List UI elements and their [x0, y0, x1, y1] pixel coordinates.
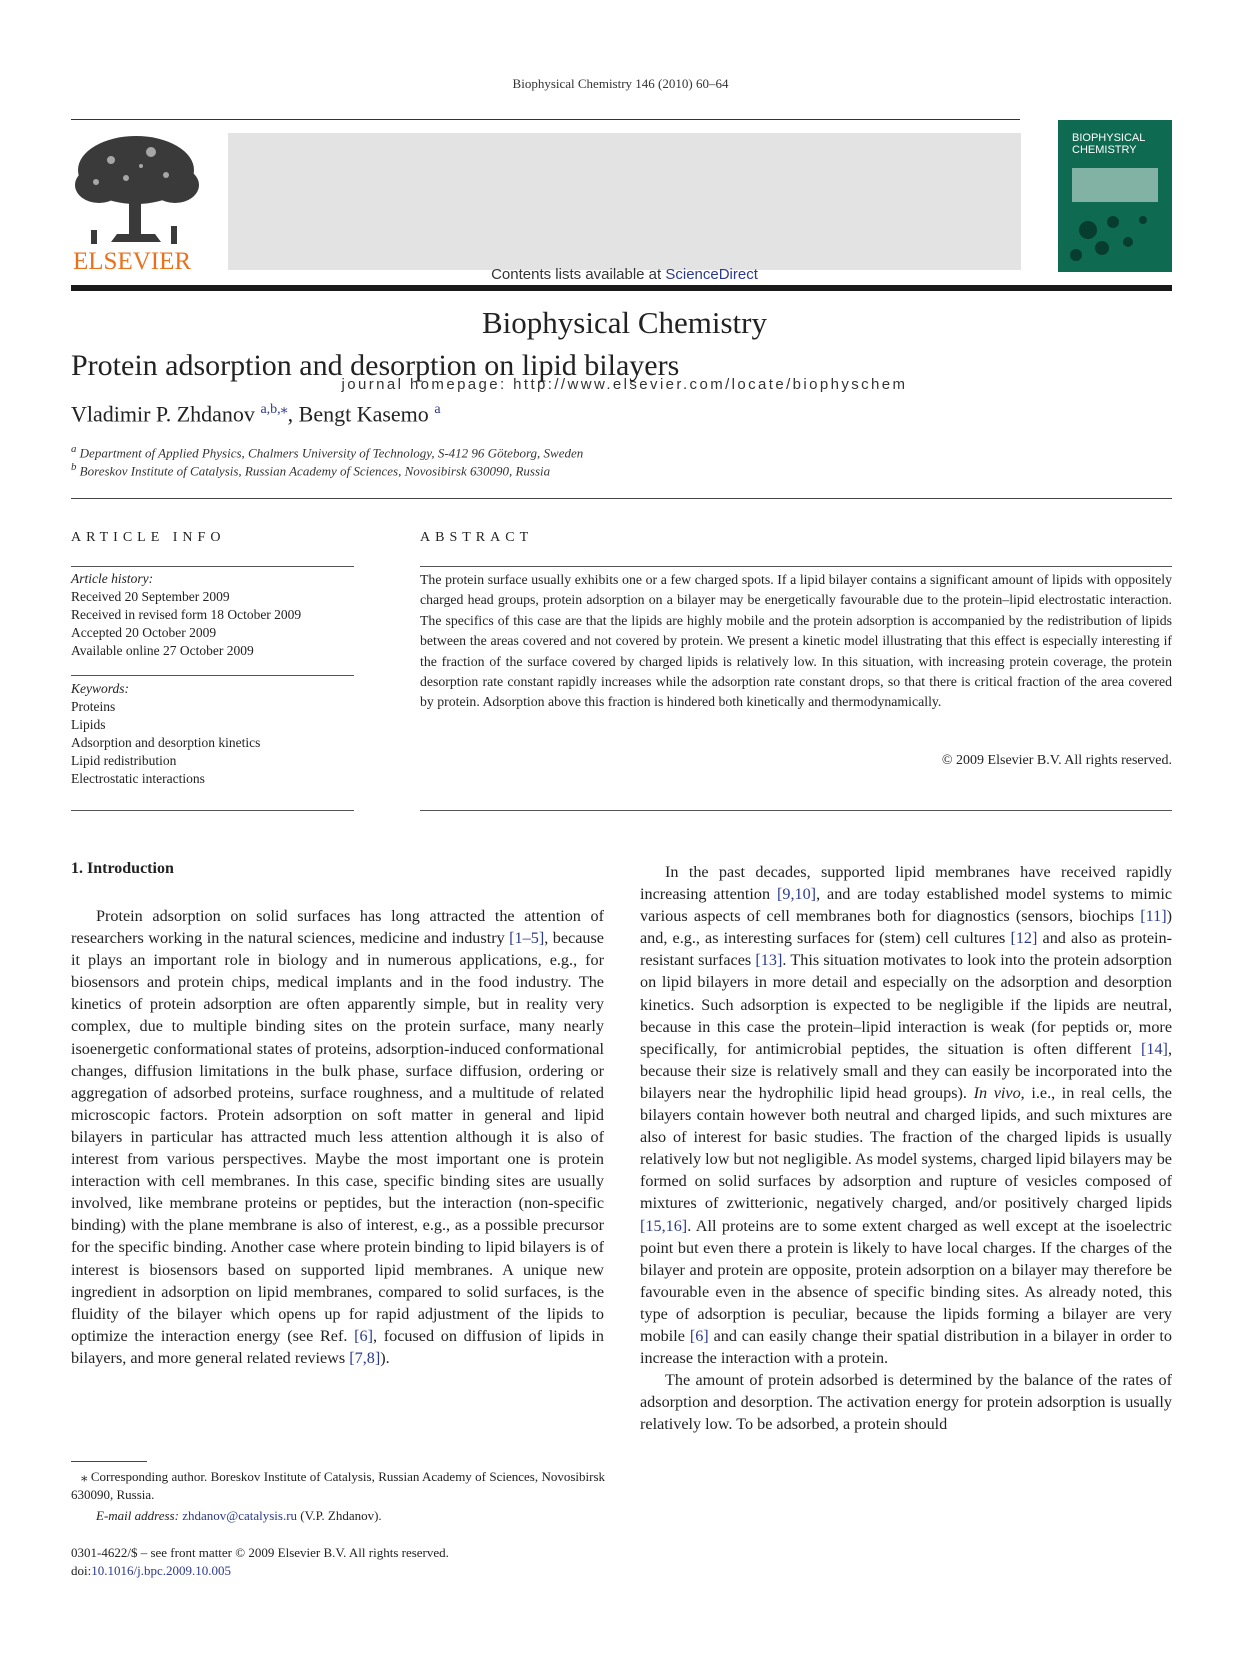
citation-link[interactable]: [6]	[354, 1326, 373, 1345]
citation-link[interactable]: [12]	[1010, 929, 1038, 948]
elsevier-logo[interactable]	[71, 130, 201, 276]
doi-label: doi:	[71, 1563, 92, 1578]
citation-link[interactable]: [11]	[1140, 907, 1167, 926]
affiliation-mark: a	[71, 443, 77, 455]
divider	[420, 810, 1172, 811]
divider	[71, 566, 354, 567]
cover-title: BIOPHYSICAL CHEMISTRY	[1072, 132, 1145, 156]
author-separator: ,	[287, 401, 299, 427]
affiliation-b	[71, 461, 550, 479]
author-1-affiliation-marks[interactable]: a,b,	[260, 402, 281, 417]
body-column-left	[71, 905, 604, 1369]
doi-link[interactable]: 10.1016/j.bpc.2009.10.005	[91, 1563, 231, 1578]
body-column-right	[640, 861, 1172, 1435]
divider	[71, 675, 354, 676]
text-run: and also as protein-resistant surfaces	[640, 929, 1172, 970]
history-accepted: Accepted 20 October 2009	[71, 625, 217, 640]
text-run: , i.e., in real cells, the bilayers contain however both neutral and charged lipids, and such mixtures are also of interest for basic studies. The fraction of the charged lipids is usually relatively low but not negligible. As model systems, charged lipid bilayers may be formed on solid surfaces by adsorption and rupture of vesicles composed of mixtures of zwitterionic, negatively charged, and/or positively charged lipids	[640, 1083, 1172, 1213]
top-rule	[71, 119, 1020, 120]
journal-name: Biophysical Chemistry	[481, 305, 767, 340]
history-online: Available online 27 October 2009	[71, 643, 254, 658]
citation-link[interactable]: [13]	[755, 951, 783, 970]
text-run: , focused on diffusion of lipids in bilayers, and more general related reviews	[71, 1326, 604, 1367]
history-received: Received 20 September 2009	[71, 589, 230, 604]
article-title: Protein adsorption and desorption on lipid bilayers	[71, 349, 680, 382]
journal-cover[interactable]	[1058, 120, 1172, 272]
abstract-copyright: © 2009 Elsevier B.V. All rights reserved.	[941, 753, 1172, 768]
citation-link[interactable]: [15,16]	[640, 1216, 688, 1235]
front-matter	[71, 1544, 449, 1580]
affiliation-a	[71, 443, 583, 461]
text-run: In the past decades, supported lipid membranes have received rapidly increasing attention	[640, 863, 1172, 904]
citation-link[interactable]: [7,8]	[349, 1348, 381, 1367]
citation-link[interactable]: [9,10]	[776, 885, 817, 904]
footnote-mark: ⁎	[81, 1469, 88, 1484]
abstract-heading: ABSTRACT	[420, 530, 534, 545]
divider	[420, 566, 1172, 567]
text-run: , and are today established model systems to mimic various aspects of cell membranes both for diagnostics (sensors, biochips	[640, 885, 1173, 926]
issn-line: 0301-4622/$ – see front matter © 2009 Elsevier B.V. All rights reserved.	[71, 1545, 449, 1560]
italic-text: In vivo	[973, 1083, 1021, 1102]
email-suffix: (V.P. Zhdanov).	[297, 1508, 382, 1523]
footnote-text: Corresponding author. Boreskov Institute of Catalysis, Russian Academy of Sciences, Novosibirsk 630090, Russia.	[71, 1469, 605, 1502]
text-run: and can easily change their spatial distribution in a bilayer in order to increase the interaction with a protein.	[640, 1326, 1172, 1368]
keyword-item: Proteins	[71, 699, 116, 714]
author-2-affiliation-mark[interactable]: a	[434, 402, 441, 417]
affiliation-text: Boreskov Institute of Catalysis, Russian Academy of Sciences, Novosibirsk 630090, Russia	[79, 463, 551, 479]
text-run: . This situation motivates to look into the protein adsorption on lipid bilayers in more detail and especially on the adsorption and desorption kinetics. Such adsorption is expected to be negligible if the lipids are neutral, because in this case the protein–lipid interaction is weak (for peptids or, more specifically, for antimicrobial peptides, the situation is often different	[640, 951, 1173, 1058]
text-run: , because their size is relatively small and they can easily be incorporated into the bilayers near the hydrophilic lipid head groups).	[640, 1039, 1172, 1102]
divider	[71, 498, 1172, 499]
citation-link[interactable]: [1–5]	[509, 929, 545, 948]
journal-homepage[interactable]: journal homepage: http://www.elsevier.com/locate/biophyschem	[341, 376, 908, 393]
article-history	[71, 570, 301, 660]
section-heading-introduction: 1. Introduction	[71, 860, 174, 877]
author-1[interactable]: Vladimir P. Zhdanov	[71, 401, 255, 427]
citation-link[interactable]: [14]	[1140, 1039, 1168, 1058]
article-info-heading: ARTICLE INFO	[71, 530, 226, 545]
contents-line	[228, 266, 1021, 283]
text-run: Protein adsorption on solid surfaces has long attracted the attention of researchers working in the natural sciences, medicine and industry	[71, 907, 604, 948]
text-run: ).	[380, 1348, 390, 1367]
text-run: ) and, e.g., as interesting surfaces for (stem) cell cultures	[640, 907, 1172, 948]
author-list	[71, 401, 441, 427]
abstract-text: The protein surface usually exhibits one or a few charged spots. If a lipid bilayer contains a significant amount of lipids with oppositely charged head groups, protein adsorption on a bilayer may be energetically favourable due to the protein–lipid electrostatic interaction. The specifics of this case are that the lipids are highly mobile and the protein adsorption is accompanied by the redistribution of lipids between the areas covered and not covered by protein. We present a kinetic model illustrating that this effect is especially interesting if the fraction of the surface covered by charged lipids is relatively low. In this situation, with increasing protein coverage, the protein desorption rate constant rapidly increases while the adsorption rate constant drops, so that there is critical fraction of the area covered by protein. Adsorption above this fraction is hindered both kinetically and thermodynamically.	[420, 572, 1172, 710]
sciencedirect-link[interactable]: ScienceDirect	[665, 266, 758, 283]
cover-art-icon	[1058, 160, 1172, 272]
author-2[interactable]: Bengt Kasemo	[298, 401, 429, 427]
keywords	[71, 680, 260, 788]
keyword-item: Adsorption and desorption kinetics	[71, 735, 261, 750]
citation-link[interactable]: [6]	[689, 1326, 709, 1345]
keyword-item: Electrostatic interactions	[71, 771, 205, 786]
elsevier-wordmark: ELSEVIER	[73, 248, 192, 275]
keyword-item: Lipids	[71, 717, 106, 732]
text-run: . All proteins are to some extent charged as well except at the isoelectric point but even there a protein is likely to have local charges. If the charges of the bilayer and protein are opposite, protein adsorption on a bilayer may therefore be favourable even in the absence of specific binding sites. As already noted, this type of adsorption is peculiar, because the lipids forming a bilayer are very mobile	[640, 1216, 1172, 1345]
divider	[71, 810, 354, 811]
keyword-item: Lipid redistribution	[71, 753, 177, 768]
text-run: , because it plays an important role in biology and in numerous applications, e.g., for biosensors and protein chips, medical implants and in the food industry. The kinetics of protein adsorption are often apparently simple, but in reality very complex, due to multiple binding sites on the protein surface, many nearly isoenergetic conformational states of proteins, adsorption-induced conformational changes, diffusion limitations in the bulk phase, surface diffusion, ordering or aggregation of adsorbed proteins, surface roughness, and a multitude of related microscopic factors. Protein adsorption on soft matter in general and lipid bilayers in particular has attracted much less attention although it is also of interest from various perspectives. Maybe the most important one is protein interaction with cell membranes. In this case, specific binding sites are usually involved, like membrane proteins or peptides, but the interaction (non-specific binding) with the plane membrane is also of interest, e.g., as a possible precursor for the specific binding. Another case where protein binding to lipid bilayers is of interest is biosensors based on supported lipid membranes. A unique new ingredient in adsorption on lipid membranes, compared to solid surfaces, is the fluidity of the bilayer which opens up for rapid adjustment of the lipids to optimize the interaction energy (see Ref.	[71, 929, 604, 1345]
history-revised: Received in revised form 18 October 2009	[71, 607, 302, 622]
email-label: E-mail address:	[96, 1508, 183, 1523]
paragraph	[71, 905, 604, 1369]
corresponding-author-footnote	[71, 1468, 605, 1504]
paragraph	[640, 861, 1172, 1369]
paragraph: The amount of protein adsorbed is determined by the balance of the rates of adsorption and desorption. The activation energy for protein adsorption is usually relatively low. To be adsorbed, a protein should	[640, 1371, 1172, 1434]
corresponding-author-mark[interactable]: ⁎	[280, 402, 288, 417]
contents-prefix: Contents lists available at	[491, 266, 666, 283]
journal-reference: Biophysical Chemistry 146 (2010) 60–64	[512, 76, 729, 91]
email-link[interactable]: zhdanov@catalysis.ru	[182, 1508, 298, 1523]
affiliation-mark: b	[71, 461, 77, 473]
footnote-rule	[71, 1461, 147, 1462]
affiliation-text: Department of Applied Physics, Chalmers University of Technology, S-412 96 Göteborg, Sweden	[79, 445, 584, 461]
email-line	[96, 1508, 382, 1524]
keywords-label: Keywords:	[71, 681, 129, 696]
history-label: Article history:	[71, 571, 154, 586]
header-thick-rule	[71, 285, 1172, 291]
